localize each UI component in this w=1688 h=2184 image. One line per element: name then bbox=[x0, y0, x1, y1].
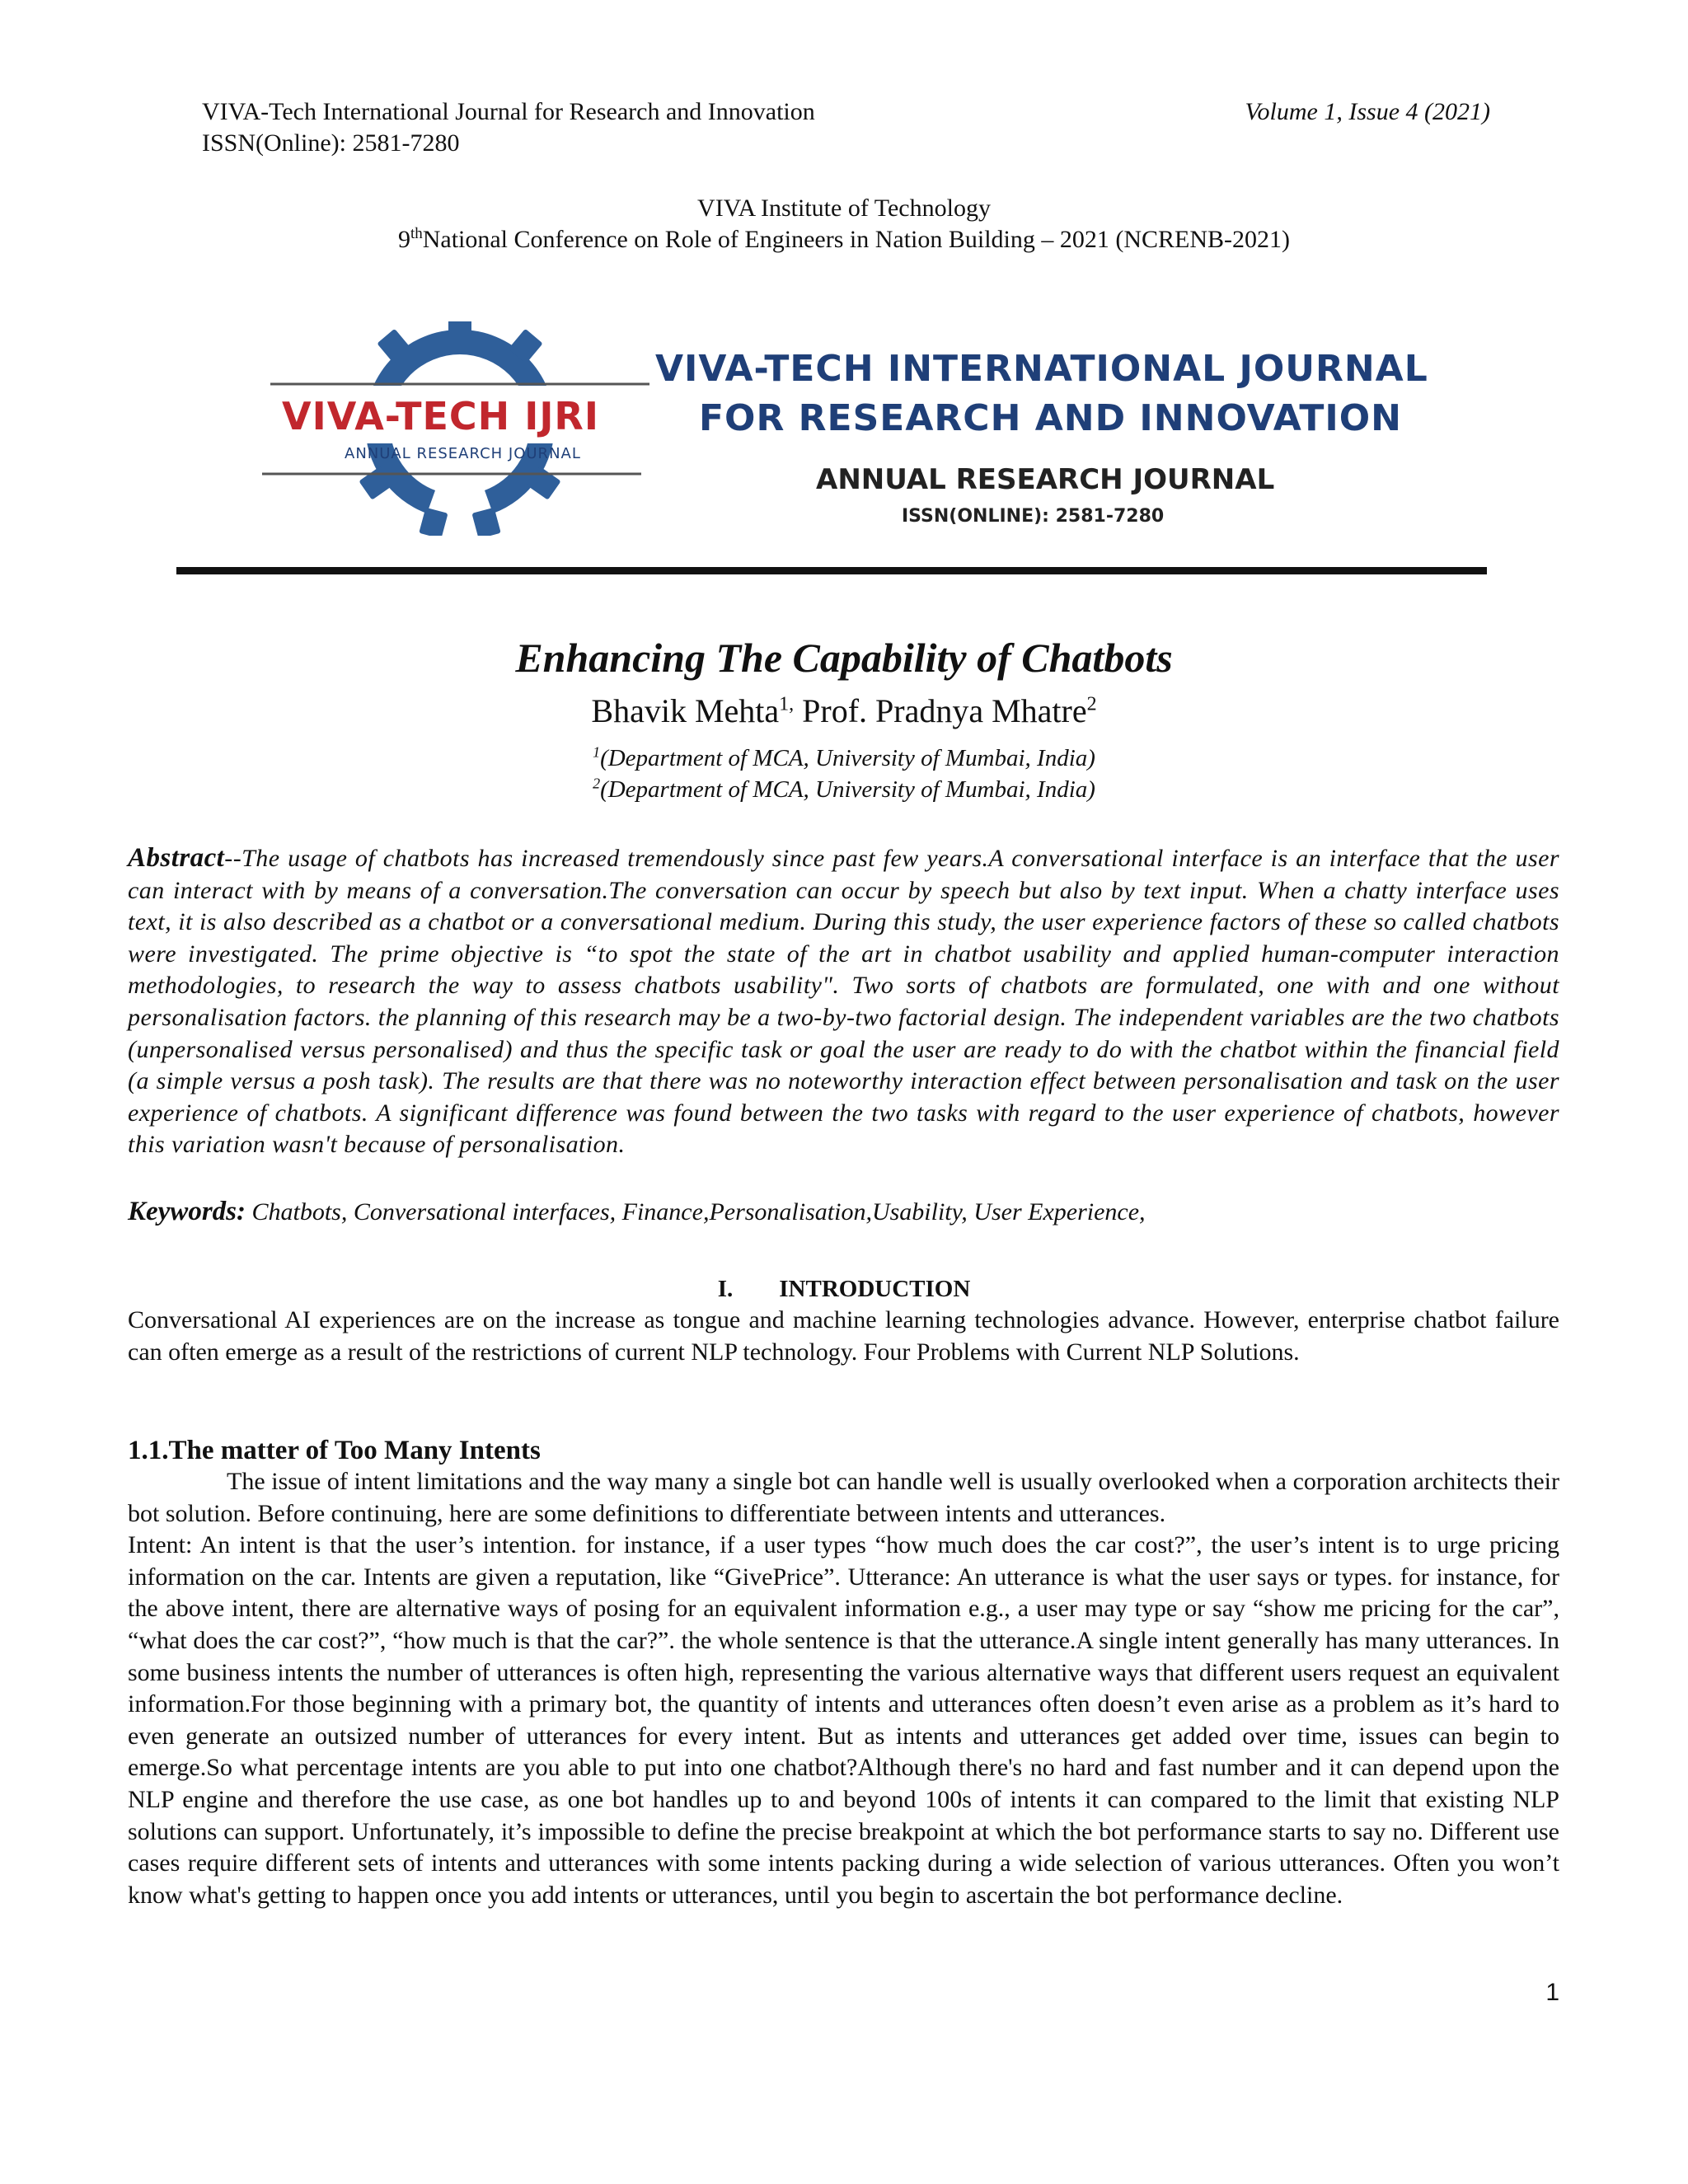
banner-title-line2: FOR RESEARCH AND INNOVATION bbox=[699, 397, 1402, 439]
keywords-label: Keywords: bbox=[128, 1197, 246, 1226]
section-heading-introduction bbox=[0, 1274, 1688, 1304]
keywords-text: Chatbots, Conversational interfaces, Finance,Personalisation,Usability, User Experience, bbox=[246, 1198, 1146, 1226]
keywords bbox=[128, 1196, 1559, 1228]
author-2-sup: 2 bbox=[1086, 693, 1097, 715]
abstract-text: --The usage of chatbots has increased tremendously since past few years.A conversational interface is an interface that the user can interact with by means of a conversation.The conversation can occur by speech but also by text input. When a chatty interface uses text, it is also described as a chatbot or a conversational medium. During this study, the user experience factors of these so called chatbots were investigated. The prime objective is “to spot the state of the art in chatbot usability and applied human-computer interaction methodologies, to research the way to assess chatbots usability". Two sorts of chatbots are formulated, one with and one without personalisation factors. the planning of this research may be a two-by-two factorial design. The independent variables are the two chatbots (unpersonalised versus personalised) and thus the specific task or goal the user are ready to do with the chatbot within the financial field (a simple versus a posh task). The results are that there was no noteworthy interaction effect between personalisation and task on the user experience of chatbots. A significant difference was found between the two tasks with regard to the user experience of chatbots, however this variation wasn't because of personalisation. bbox=[128, 845, 1559, 1159]
affiliation-2-sup: 2 bbox=[593, 775, 601, 792]
affiliation-1 bbox=[0, 743, 1688, 773]
banner-issn: ISSN(ONLINE): 2581-7280 bbox=[902, 506, 1165, 527]
running-header-issn: ISSN(Online): 2581-7280 bbox=[202, 129, 460, 157]
conference-ordinal-suffix: th bbox=[410, 225, 423, 242]
subsection-heading: 1.1.The matter of Too Many Intents bbox=[128, 1436, 541, 1465]
conference-title: National Conference on Role of Engineers in Nation Building – 2021 (NCRENB-2021) bbox=[422, 226, 1291, 253]
institute-name: VIVA Institute of Technology bbox=[697, 194, 991, 222]
logo-subtitle: ANNUAL RESEARCH JOURNAL bbox=[345, 445, 581, 462]
conference-ordinal: 9 bbox=[397, 226, 410, 253]
subsection-body bbox=[128, 1466, 1559, 1911]
running-header-journal: VIVA-Tech International Journal for Research and Innovation bbox=[202, 98, 815, 125]
paper-authors bbox=[0, 691, 1688, 732]
section-number: I. bbox=[717, 1276, 734, 1302]
subsection-paragraph-1: The issue of intent limitations and the way many a single bot can handle well is usually overlooked when a corporation architects their bot solution. Before continuing, here are some definitions to differentiate between intents and utterances. bbox=[128, 1468, 1559, 1527]
abstract-label: Abstract bbox=[128, 843, 225, 873]
author-1: Bhavik Mehta bbox=[591, 692, 780, 729]
author-1-sup: 1, bbox=[779, 693, 795, 715]
banner-subtitle: ANNUAL RESEARCH JOURNAL bbox=[816, 463, 1275, 496]
subsection-paragraph-2: Intent: An intent is that the user’s intention. for instance, if a user types “how much does the car cost?”, the user’s intent is to urge pricing information on the car. Intents are given a reputation, like “GivePrice”. Utterance: An utterance is what the user says or types. for instance, for the above intent, there are alternative ways of posing for an equivalent information e.g., a user may type or say “show me pricing for the car”, “what does the car cost?”, “how much is that the car?”. the whole sentence is that the utterance.A single intent generally has many utterances. In some business intents the number of utterances is often high, representing the various alternative ways that different users request an equivalent information.For those beginning with a primary bot, the quantity of intents and utterances often doesn’t even arise as a problem as it’s hard to even generate an outsized number of utterances for every intent. But as intents and utterances get added over time, issues can begin to emerge.So what percentage intents are you able to put into one chatbot?Although there's no hard and fast number and it can depend upon the NLP engine and therefore the use case, as one bot handles up to and beyond 100s of intents it can compared to the limit that existing NLP solutions can support. Unfortunately, it’s impossible to define the precise breakpoint at which the bot performance starts to say no. Different use cases require different sets of intents and utterances with some intents packing during a wide selection of various utterances. Often you won’t know what's getting to happen once you add intents or utterances, until you begin to ascertain the bot performance decline. bbox=[128, 1531, 1559, 1909]
conference-name bbox=[0, 225, 1688, 255]
page-number: 1 bbox=[1545, 1979, 1559, 2006]
affiliation-2 bbox=[0, 775, 1688, 804]
paper-title: Enhancing The Capability of Chatbots bbox=[515, 635, 1173, 681]
introduction-paragraph: Conversational AI experiences are on the increase as tongue and machine learning technologies advance. However, enterprise chatbot failure can often emerge as a result of the restrictions of current NLP technology. Four Problems with Current NLP Solutions. bbox=[128, 1306, 1559, 1366]
header-rule bbox=[176, 567, 1487, 574]
section-title: INTRODUCTION bbox=[779, 1276, 971, 1302]
running-header-volume: Volume 1, Issue 4 (2021) bbox=[1245, 98, 1490, 125]
journal-banner bbox=[262, 321, 1432, 544]
author-2: Prof. Pradnya Mhatre bbox=[794, 692, 1087, 729]
abstract bbox=[128, 842, 1559, 1161]
affiliation-2-text: (Department of MCA, University of Mumbai, India) bbox=[600, 776, 1095, 803]
logo-text: VIVA-TECH IJRI bbox=[282, 394, 599, 438]
banner-title-line1: VIVA-TECH INTERNATIONAL JOURNAL bbox=[655, 348, 1428, 390]
affiliation-1-text: (Department of MCA, University of Mumbai, India) bbox=[600, 745, 1095, 771]
affiliation-1-sup: 1 bbox=[593, 743, 601, 761]
